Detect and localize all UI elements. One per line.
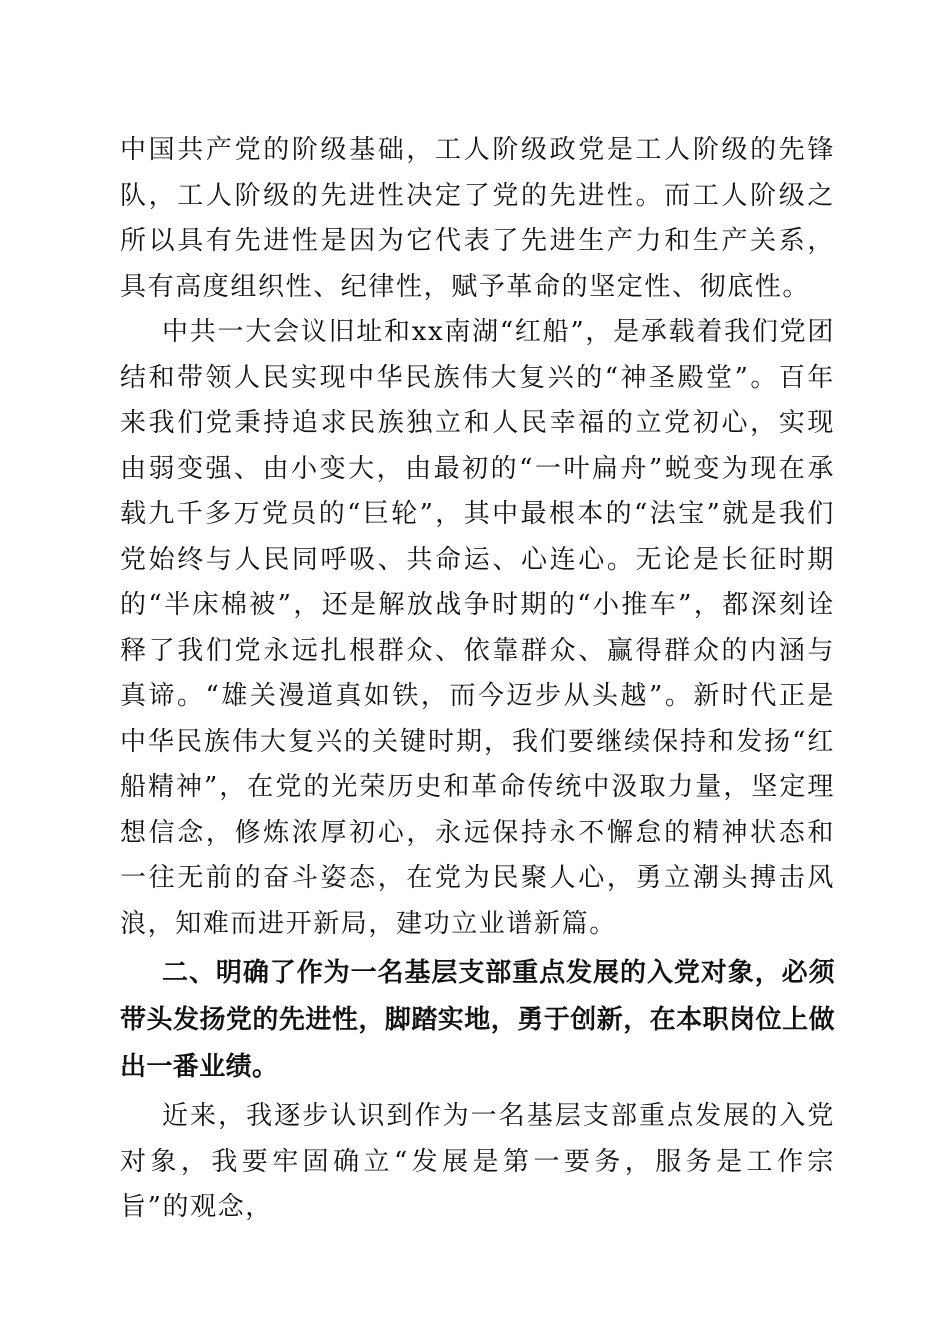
section-heading-two: 二、明确了作为一名基层支部重点发展的入党对象，必须带头发扬党的先进性，脚踏实地，勇于创新，在本职岗位上做出一番业绩。 — [120, 958, 835, 1082]
document-body — [120, 128, 835, 1231]
paragraph-recent-understanding: 近来，我逐步认识到作为一名基层支部重点发展的入党对象，我要牢固确立“发展是第一要务，服务是工作宗旨”的观念， — [120, 1101, 835, 1222]
paragraph-class-basis: 中国共产党的阶级基础，工人阶级政党是工人阶级的先锋队，工人阶级的先进性决定了党的先进性。而工人阶级之所以具有先进性是因为它代表了先进生产力和生产关系，具有高度组织性、纪律性，赋予革命的坚定性、彻底性。 — [120, 135, 835, 302]
paragraph-red-boat: 中共一大会议旧址和xx南湖“红船”，是承载着我们党团结和带领人民实现中华民族伟大复兴的“神圣殿堂”。百年来我们党秉持追求民族独立和人民幸福的立党初心，实现由弱变强、由小变大，由最初的“一叶扁舟”蜕变为现在承载九千多万党员的“巨轮”，其中最根本的“法宝”就是我们党始终与人民同呼吸、共命运、心连心。无论是长征时期的“半床棉被”，还是解放战争时期的“小推车”，都深刻诠释了我们党永远扎根群众、依靠群众、赢得群众的内涵与真谛。“雄关漫道真如铁，而今迈步从头越”。新时代正是中华民族伟大复兴的关键时期，我们要继续保持和发扬“红船精神”，在党的光荣历史和革命传统中汲取力量，坚定理想信念，修炼浓厚初心，永远保持永不懈怠的精神状态和一往无前的奋斗姿态，在党为民聚人心，勇立潮头搏击风浪，知难而进开新局，建功立业谱新篇。 — [120, 317, 835, 939]
